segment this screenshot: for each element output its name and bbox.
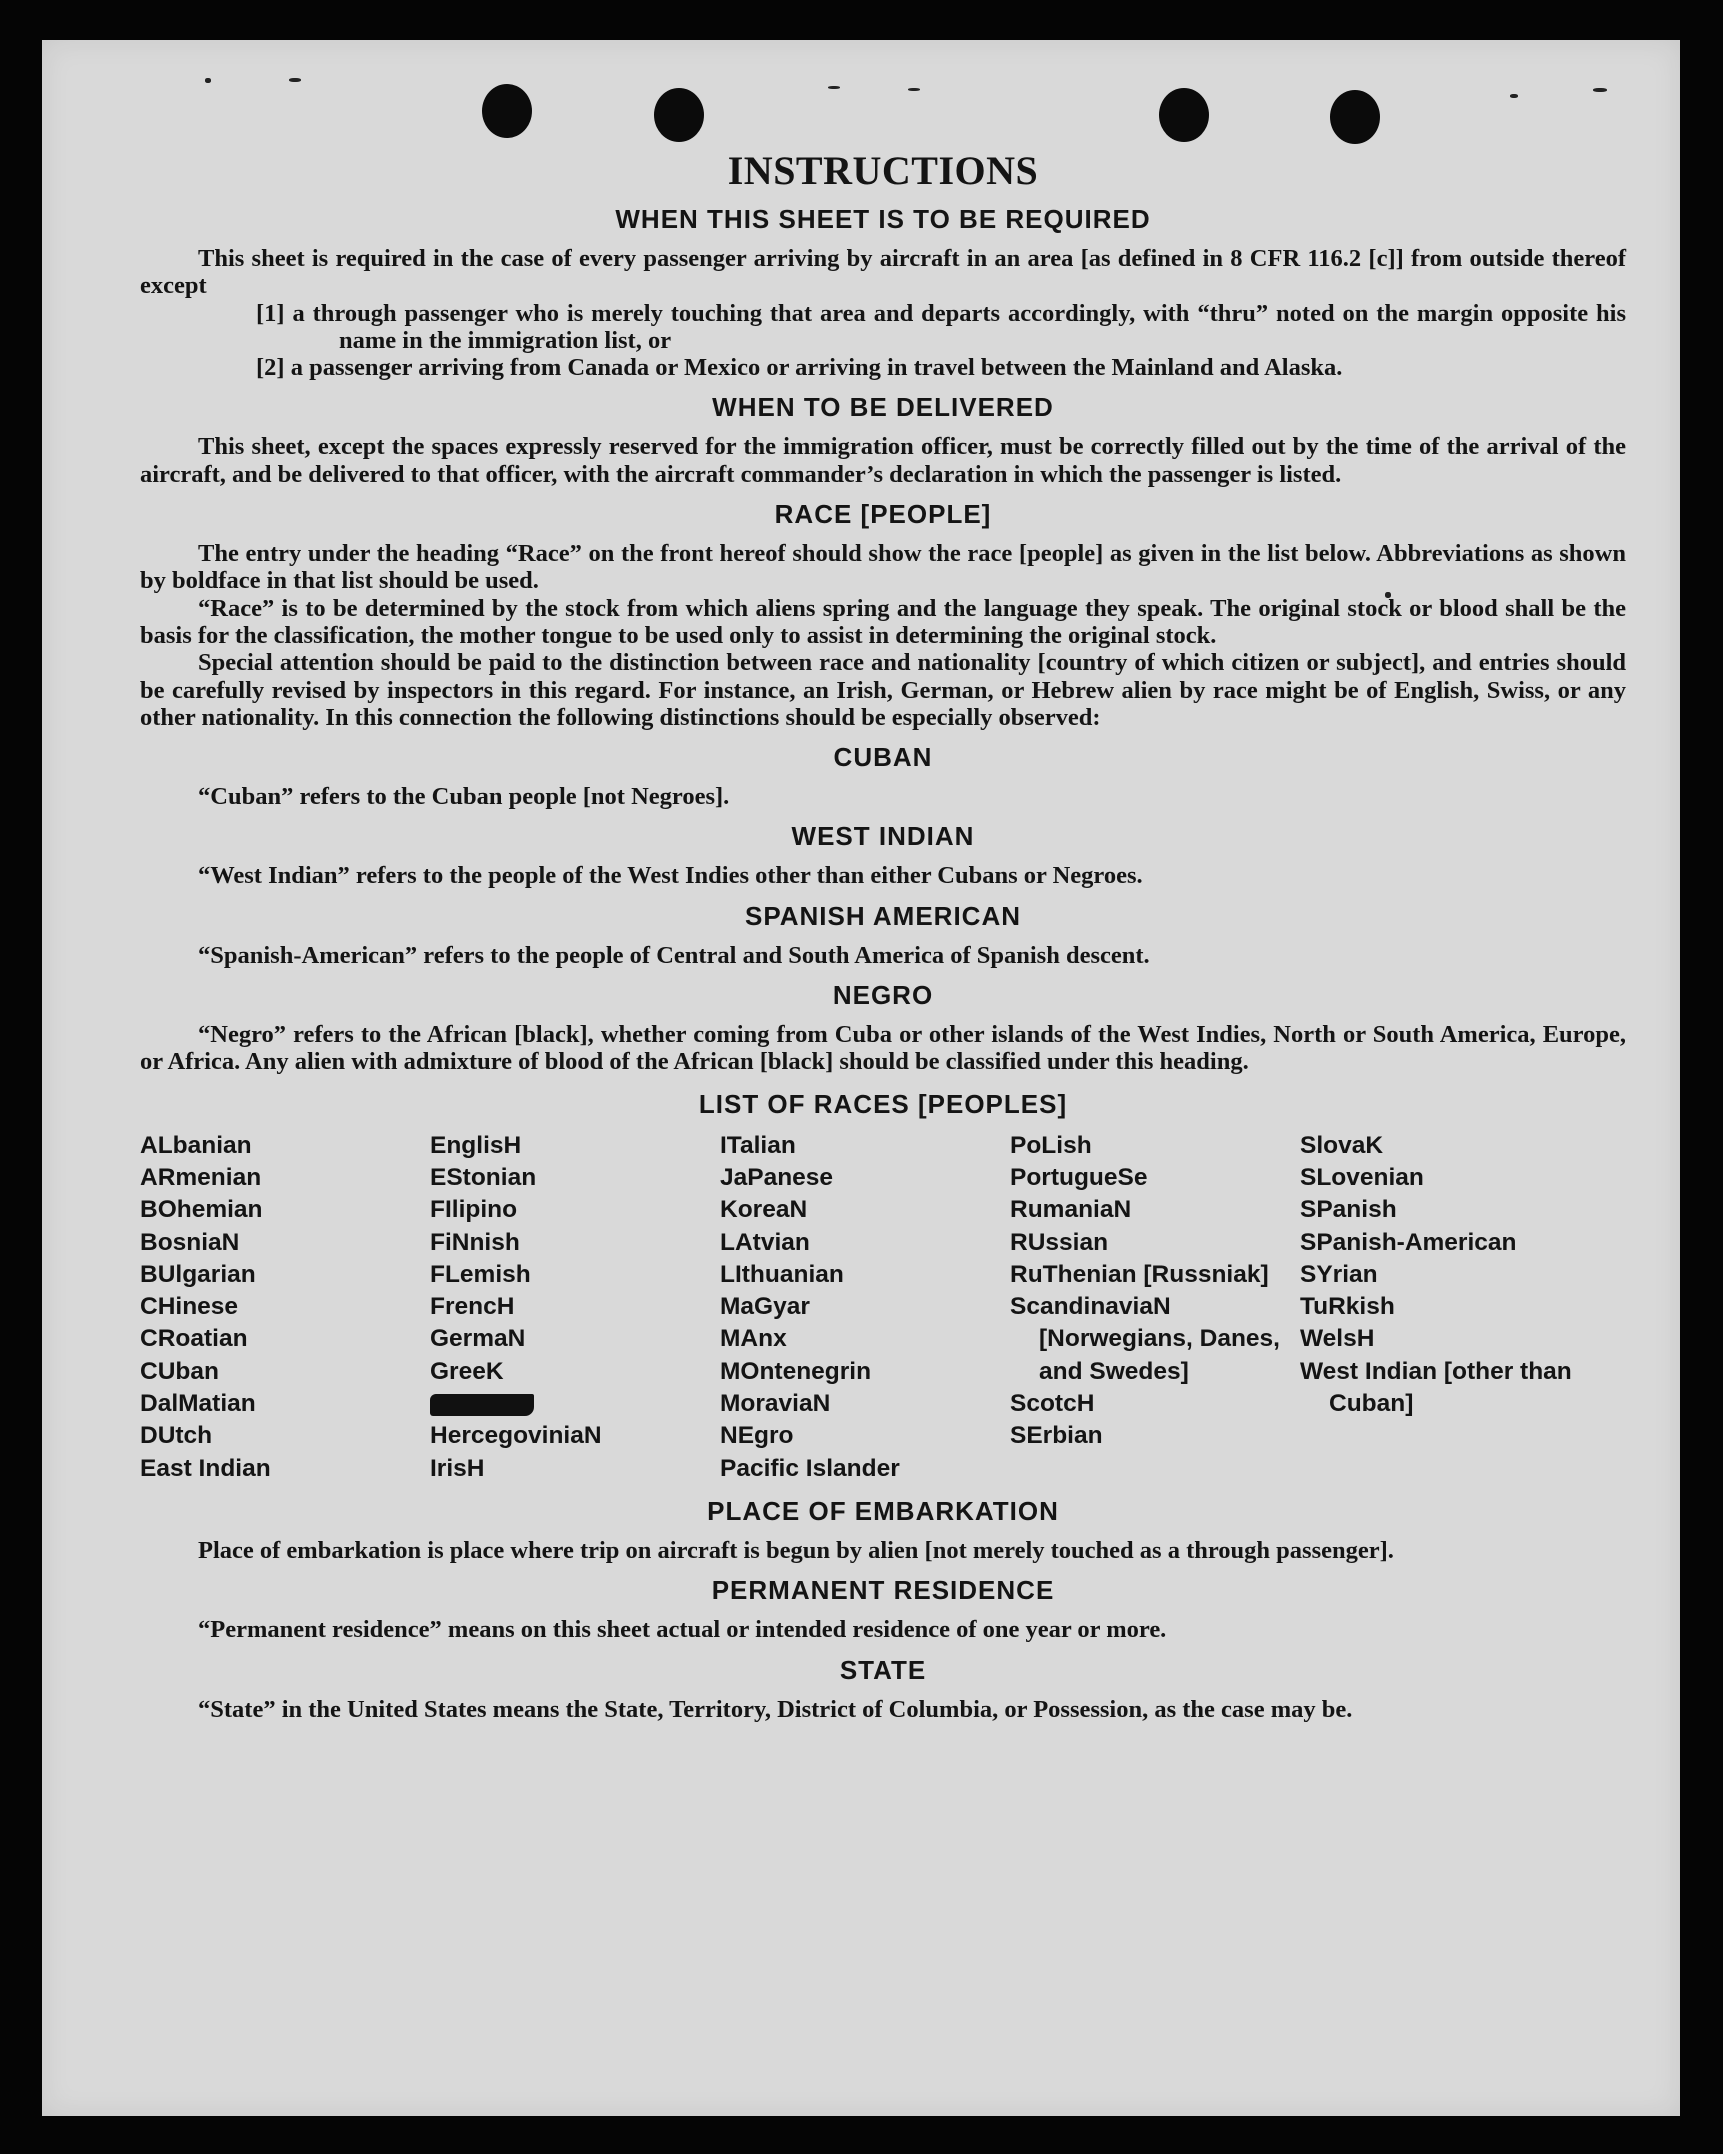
section-heading-west-indian: WEST INDIAN <box>791 821 975 852</box>
section-heading-place-of-embarkation: PLACE OF EMBARKATION <box>707 1495 1059 1526</box>
race-item-redacted <box>430 1388 720 1420</box>
race-item: BOhemian <box>140 1196 263 1224</box>
race-item: ScotcH <box>1010 1390 1095 1418</box>
section-paragraph: “Permanent residence” means on this sheet actual or intended residence of one year or more. <box>198 1616 1167 1644</box>
section-paragraph: Place of embarkation is place where trip on aircraft is begun by alien [not merely touched as a through passenger]. <box>198 1536 1394 1564</box>
speck <box>205 78 211 83</box>
race-item: ITalian <box>720 1131 796 1159</box>
race-item: Pacific Islander <box>720 1454 900 1482</box>
race-item: BUlgarian <box>140 1260 256 1288</box>
race-item: NEgro <box>720 1422 794 1450</box>
instructions-content <box>140 149 1626 1723</box>
race-item: GreeK <box>430 1357 504 1385</box>
race-item: CUban <box>140 1357 219 1385</box>
race-item: KoreaN <box>720 1196 808 1224</box>
section-paragraph: “Negro” refers to the African [black], whether coming from Cuba or other islands of the West Indies, North or South America, Europe, or Africa. Any alien with admixture of blood of the African [black] should be classified under this heading. <box>140 1021 1626 1076</box>
race-item: SErbian <box>1010 1422 1103 1450</box>
punch-hole <box>482 84 532 138</box>
race-item: MOntenegrin <box>720 1357 872 1385</box>
document-title: INSTRUCTIONS <box>727 148 1039 193</box>
race-item: TuRkish <box>1300 1293 1395 1321</box>
races-column <box>1300 1130 1590 1485</box>
speck <box>828 86 840 89</box>
race-item: EStonian <box>430 1163 537 1191</box>
exception-item: [1] a through passenger who is merely touching that area and departs accordingly, with “thru” noted on the margin opposite his name in the immigration list, or <box>256 299 1626 354</box>
section-paragraph: Special attention should be paid to the distinction between race and nationality [country of which citizen or subject], and entries should be carefully revised by inspectors in this regard. For instance, an Irish, German, or Hebrew alien by race might be of English, Swiss, or any other nationality. In this connection the following distinctions should be especially observed: <box>140 649 1626 731</box>
race-item: IrisH <box>430 1454 485 1482</box>
race-item: DUtch <box>140 1422 213 1450</box>
race-item: East Indian <box>140 1454 271 1482</box>
section-paragraph: “State” in the United States means the State, Territory, District of Columbia, or Possession, as the case may be. <box>198 1695 1353 1723</box>
race-item: FIlipino <box>430 1196 518 1224</box>
section-paragraph: “Race” is to be determined by the stock from which aliens spring and the language they speak. The original stock or blood shall be the basis for the classification, the mother tongue to be used only to assist in determining the original stock. <box>140 594 1626 649</box>
race-item: WelsH <box>1300 1325 1375 1353</box>
section-paragraph: This sheet, except the spaces expressly reserved for the immigration officer, must be correctly filled out by the time of the arrival of the aircraft, and be delivered to that officer, with the aircraft commander’s declaration in which the passenger is listed. <box>140 433 1626 488</box>
races-heading: LIST OF RACES [PEOPLES] <box>698 1088 1068 1119</box>
race-item: MoraviaN <box>720 1390 831 1418</box>
race-item: PoLish <box>1010 1131 1092 1159</box>
race-item: HercegoviniaN <box>430 1422 602 1450</box>
race-item: CHinese <box>140 1293 239 1321</box>
section-paragraph: “Cuban” refers to the Cuban people [not Negroes]. <box>198 783 730 811</box>
race-item: ARmenian <box>140 1163 262 1191</box>
exception-item: [2] a passenger arriving from Canada or Mexico or arriving in travel between the Mainland and Alaska. <box>256 354 1343 382</box>
race-item: SPanish <box>1300 1196 1397 1224</box>
section-heading-race-people: RACE [PEOPLE] <box>774 499 992 530</box>
document-sheet <box>42 40 1680 2116</box>
section-paragraph: “West Indian” refers to the people of the West Indies other than either Cubans or Negroes. <box>198 862 1143 890</box>
race-item: BosniaN <box>140 1228 240 1256</box>
race-item: CRoatian <box>140 1325 248 1353</box>
race-item: LAtvian <box>720 1228 810 1256</box>
races-column <box>140 1130 430 1485</box>
section-heading-when-this-sheet-is-to-be-required: WHEN THIS SHEET IS TO BE REQUIRED <box>615 204 1151 234</box>
punch-hole <box>654 88 704 142</box>
section-heading-negro: NEGRO <box>832 980 934 1011</box>
race-item: SPanish-American <box>1300 1228 1517 1256</box>
section-heading-permanent-residence: PERMANENT RESIDENCE <box>711 1575 1055 1606</box>
section-paragraph: The entry under the heading “Race” on the front hereof should show the race [people] as given in the list below. Abbreviations as shown by boldface in that list should be used. <box>140 540 1626 595</box>
race-item: JaPanese <box>720 1163 834 1191</box>
race-item: LIthuanian <box>720 1260 844 1288</box>
redaction-mark <box>430 1394 534 1416</box>
section-heading-cuban: CUBAN <box>833 742 933 773</box>
section-paragraph: This sheet is required in the case of every passenger arriving by aircraft in an area [as defined in 8 CFR 116.2 [c]] from outside thereof except <box>140 245 1626 300</box>
race-item: FrencH <box>430 1293 515 1321</box>
speck <box>1593 88 1607 92</box>
race-item: MAnx <box>720 1325 787 1353</box>
race-item: PortugueSe <box>1010 1163 1148 1191</box>
race-item: GermaN <box>430 1325 526 1353</box>
race-item: MaGyar <box>720 1293 810 1321</box>
section-heading-spanish-american: SPANISH AMERICAN <box>744 900 1021 931</box>
race-item: RuThenian [Russniak] <box>1010 1260 1269 1288</box>
race-item: SLovenian <box>1300 1163 1424 1191</box>
section-heading-when-to-be-delivered: WHEN TO BE DELIVERED <box>712 392 1054 423</box>
race-item: ScandinaviaN [Norwegians, Danes, and Swedes] <box>1010 1293 1280 1385</box>
race-item: SlovaK <box>1300 1131 1384 1159</box>
speck <box>1510 94 1518 98</box>
punch-hole <box>1159 88 1209 142</box>
sections-bottom <box>140 1495 1626 1723</box>
races-column <box>1010 1130 1300 1485</box>
race-item: RUssian <box>1010 1228 1109 1256</box>
race-item: ALbanian <box>140 1131 252 1159</box>
section-heading-state: STATE <box>839 1654 927 1685</box>
race-item: SYrian <box>1300 1260 1378 1288</box>
sections-top <box>140 203 1626 1076</box>
races-list <box>140 1130 1626 1485</box>
speck <box>908 88 920 91</box>
race-item: West Indian [other than Cuban] <box>1300 1357 1572 1418</box>
race-item: FiNnish <box>430 1228 520 1256</box>
race-item: DalMatian <box>140 1390 256 1418</box>
race-item: EnglisH <box>430 1131 522 1159</box>
punch-hole <box>1330 90 1380 144</box>
race-item: RumaniaN <box>1010 1196 1132 1224</box>
section-paragraph: “Spanish-American” refers to the people of Central and South America of Spanish descent. <box>198 941 1150 969</box>
races-column <box>720 1130 1010 1485</box>
races-column <box>430 1130 720 1485</box>
speck <box>289 78 301 82</box>
race-item: FLemish <box>430 1260 531 1288</box>
